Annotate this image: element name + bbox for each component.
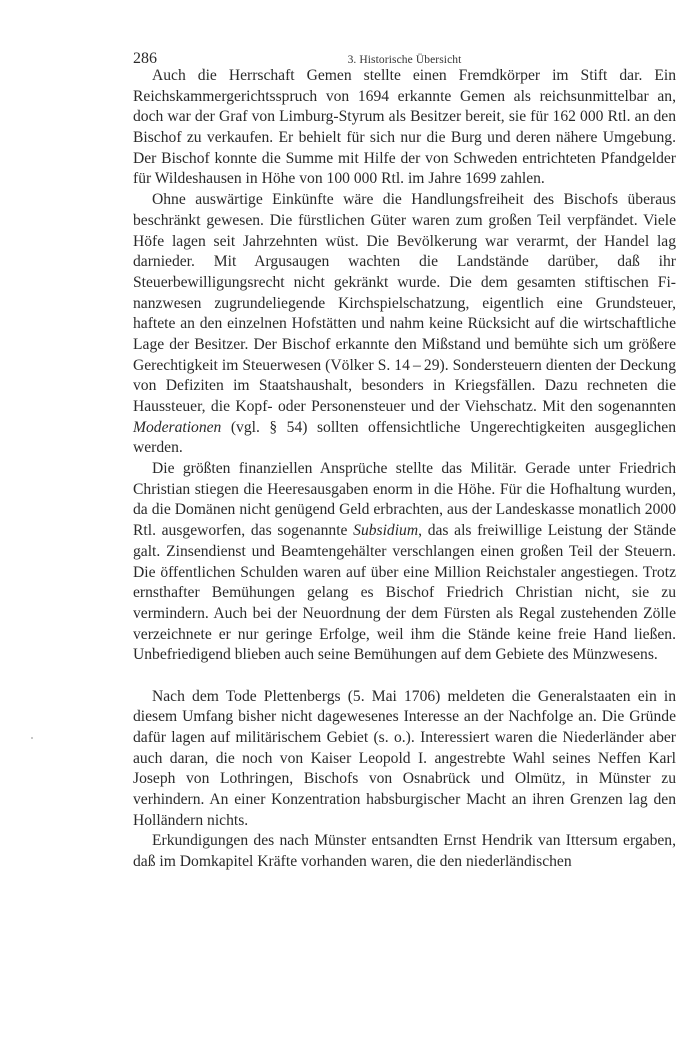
paragraph [133,459,676,666]
paragraph-text: Auch die Herrschaft Gemen stellte einen Fremdkörper im Stift dar. Ein Reichskammergerichtsspruch von 1694 erkannte Gemen als reichsunmittelbar an, doch war der Graf von Limburg-Styrum als Besitzer bereit, sie für 162 000 Rtl. an den Bischof zu verkaufen. Er behielt für sich nur die Burg und deren nähere Umgebung. Der Bischof konnte die Summe mit Hilfe der von Schweden entrichteten Pfandgelder für Wildeshausen in Höhe von 100 000 Rtl. im Jahre 1699 zahlen. [133,67,676,188]
body-text [133,66,676,873]
paragraph-text: (vgl. § 54) sollten offensichtliche Ungerechtigkeiten ausgeglichen werden. [133,418,676,457]
scan-speck [31,737,33,739]
paragraph-text: , das als freiwillige Leistung der Stände galt. Zinsendienst und Beamtengehälter verschlangen einen großen Teil der Steuern. Die öffentlichen Schulden waren auf über eine Million Reichstaler angestiegen. Trotz ernsthafter Bemühungen gelang es Bischof Friedrich Christian nicht, sie zu vermindern. Auch bei der Neuordnung der dem Fürsten als Regal zustehenden Zölle verzeichnete er nur geringe Erfolge, weil ihm die Stände keine freie Hand ließen. Unbefriedigend blieben auch seine Bemühungen auf dem Gebiete des Münzwesens. [133,522,676,664]
paragraph-text: Ohne auswärtige Einkünfte wäre die Handlungsfreiheit des Bischofs überaus beschränkt gewesen. Die fürstlichen Güter waren zum großen Teil verpfändet. Viele Höfe lagen seit Jahrzehnten wüst. Die Bevölkerung war verarmt, der Handel lag darnieder. Mit Argusaugen wachten die Landstände darüber, daß ihr Steuerbewilligungsrecht nicht gekränkt wurde. Die dem gesamten stiftischen Finanzwesen zugrundeliegende Kirchspielschatzung, eigentlich eine Grundsteuer, haftete an den einzelnen Hofstätten und nahm keine Rücksicht auf die wirtschaftliche Lage der Besitzer. Der Bischof erkannte den Mißstand und bemühte sich um größere Gerechtigkeit im Steuerwesen (Völker S. 14 – 29). Sondersteuern dienten der Deckung von Defiziten im Staatshaushalt, besonders in Kriegsfällen. Dazu rechneten die Haussteuer, die Kopf- oder Personensteuer und der Viehschatz. Mit den sogenannten [133,191,676,415]
italic-term: Moderationen [133,418,222,436]
paragraph-text: Nach dem Tode Plettenbergs (5. Mai 1706) meldeten die Generalstaaten ein in diesem Umfang bisher nicht dagewesenes Interesse an der Nachfolge an. Die Gründe dafür lagen auf militärischem Gebiet (s. o.). Interessiert waren die Niederländer aber auch daran, die noch von Kaiser Leopold I. angestrebte Wahl seines Neffen Karl Joseph von Lothringen, Bischofs von Osnabrück und Olmütz, in Münster zu verhindern. An einer Konzentration habsburgischer Macht an ihren Grenzen lag den Holländern nichts. [133,687,676,829]
paragraph-text: Die größten finanziellen Ansprüche stellte das Militär. Gerade unter Friedrich Christian stiegen die Heeresausgaben enorm in die Höhe. Für die Hofhaltung wurden, da die Domänen nicht genügend Geld erbrachten, aus der Landeskasse monatlich 2000 Rtl. ausgeworfen, das sogenannte [133,460,676,540]
page-number: 286 [133,50,157,67]
paragraph-section-start [133,687,676,832]
paragraph [133,831,676,872]
paragraph [133,190,676,459]
italic-term: Subsidium [353,522,419,540]
paragraph-text: Erkundigungen des nach Münster entsandten Ernst Hendrik van Ittersum ergaben, daß im Domkapitel Kräfte vorhanden waren, die den niederländischen [133,832,676,871]
chapter-title: 3. Historische Übersicht [347,54,462,66]
paragraph [133,66,676,190]
